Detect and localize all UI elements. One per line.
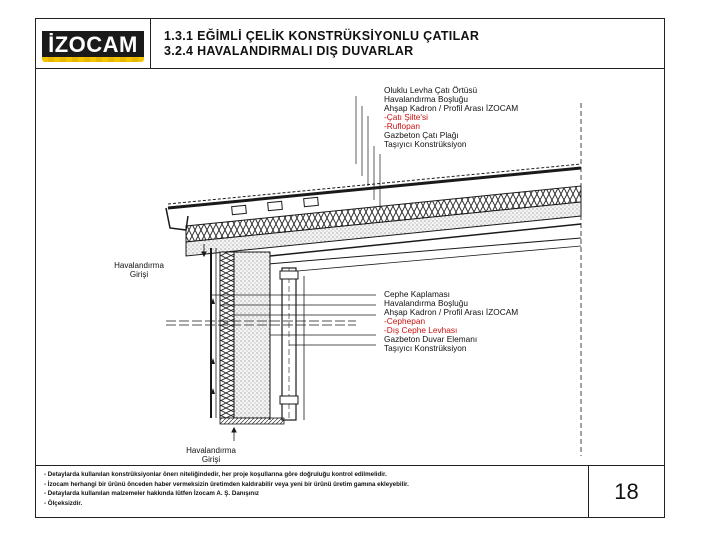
izocam-logo: İZOCAM: [42, 31, 144, 57]
title-wall: 3.2.4 HAVALANDIRMALI DIŞ DUVARLAR: [164, 44, 414, 58]
titles: [164, 29, 479, 59]
vent-inlet-top-line1: Havalandırma: [114, 261, 164, 270]
vent-inlet-bottom-line1: Havalandırma: [186, 446, 236, 455]
wall-label-6: Taşıyıcı Konstrüksiyon: [384, 343, 467, 353]
vent-inlet-top-label: [114, 261, 164, 279]
vent-inlet-top-line2: Girişi: [129, 270, 149, 279]
wall-label-0: Cephe Kaplaması: [384, 289, 450, 299]
wall-concrete-element: [234, 252, 270, 418]
roof-label-4: -Ruflopan: [384, 121, 420, 131]
roof-label-2: Ahşap Kadron / Profil Arası İZOCAM: [384, 103, 519, 113]
wall-label-2: Ahşap Kadron / Profil Arası İZOCAM: [384, 307, 519, 317]
roof-label-5: Gazbeton Çatı Plağı: [384, 130, 459, 140]
page-number: 18: [614, 479, 639, 504]
steel-column-foot: [280, 396, 298, 404]
drawing-sheet: [35, 18, 665, 518]
footer-notes-block: [36, 465, 664, 518]
vent-inlet-bottom-label: [186, 446, 236, 464]
notes-list: [44, 470, 582, 508]
wall-label-5: Gazbeton Duvar Elemanı: [384, 334, 478, 344]
construction-detail-drawing: [36, 68, 664, 465]
wall-label-3: -Cephepan: [384, 316, 426, 326]
roof-label-1: Havalandırma Boşluğu: [384, 94, 468, 104]
roof-label-6: Taşıyıcı Konstrüksiyon: [384, 139, 467, 149]
note-4: - Ölçeksizdir.: [44, 499, 83, 507]
wall-insulation-layer: [220, 252, 234, 418]
roof-leader-lines: [356, 96, 380, 210]
roof-label-3: -Çatı Şilte'si: [384, 112, 429, 122]
logo-box: [36, 19, 151, 68]
title-roof: 1.3.1 EĞİMLİ ÇELİK KONSTRÜKSİYONLU ÇATILAR: [164, 29, 480, 43]
wall-label-1: Havalandırma Boşluğu: [384, 298, 468, 308]
note-2: - İzocam herhangi bir ürünü önceden haber vermeksizin üretimden kaldırabilir veya yeni bir ürünü üretim gamına ekleyebilir.: [44, 480, 409, 488]
steel-column-head: [280, 271, 298, 279]
title-block: [36, 19, 664, 69]
wall-label-4: -Dış Cephe Levhası: [384, 325, 458, 335]
vent-inlet-bottom-line2: Girişi: [201, 455, 221, 464]
roof-labels: [384, 85, 518, 149]
gutter-icon: [166, 208, 188, 230]
wall-labels: [384, 289, 518, 353]
vent-inlet-bottom-arrow: [232, 428, 236, 441]
wall-base: [220, 418, 284, 424]
roof-label-0: Oluklu Levha Çatı Örtüsü: [384, 85, 478, 95]
note-1: - Detaylarda kullanılan konstrüksiyonlar önerı niteliğindedir, her proje koşullarına göre doğruluğu kontrol edilmelidir.: [44, 471, 387, 478]
page-number-box: [588, 466, 664, 518]
wall-assembly: [166, 103, 581, 456]
note-3: - Detaylarda kullanılan malzemeler hakkında lütfen İzocam A. Ş. Danışınız: [44, 490, 260, 497]
